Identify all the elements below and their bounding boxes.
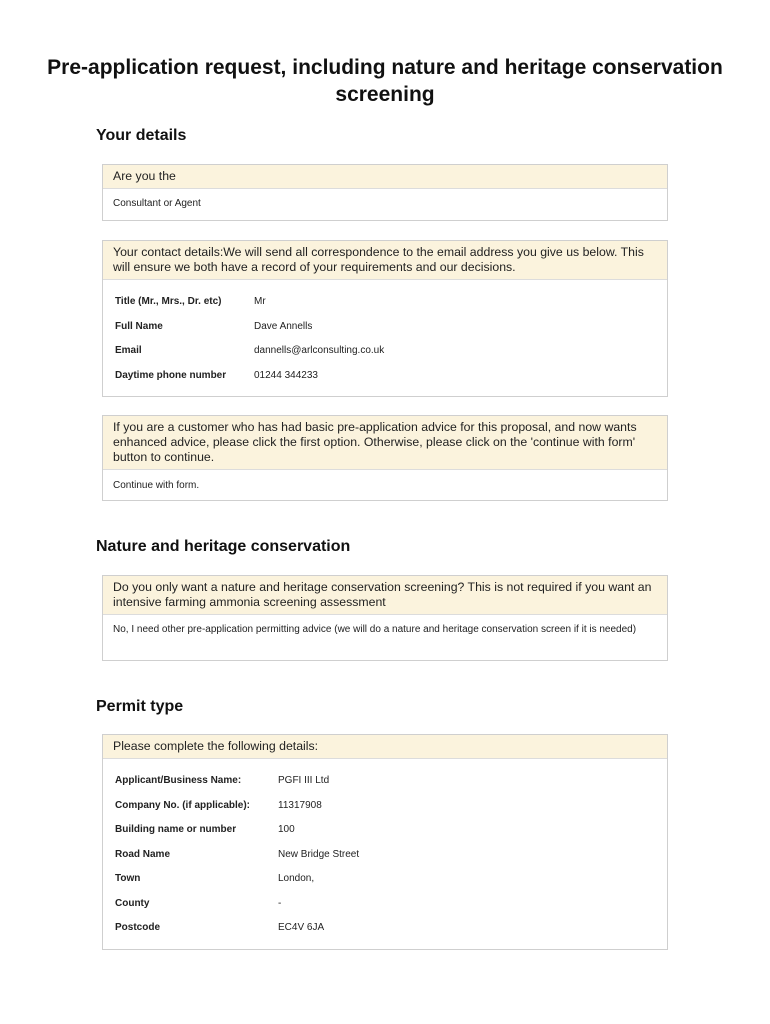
role-question: Are you the — [103, 165, 667, 189]
field-label: Road Name — [115, 848, 171, 860]
nature-answer: No, I need other pre-application permitting advice (we will do a nature and heritage conservation screen if it is needed) — [113, 624, 637, 635]
contact-row-full-name — [115, 315, 384, 340]
permit-intro: Please complete the following details: — [103, 735, 667, 759]
field-label: Building name or number — [115, 824, 237, 836]
field-value: London, — [278, 873, 315, 885]
permit-fields — [103, 759, 667, 941]
enhanced-advice-answer: Continue with form. — [113, 480, 200, 491]
field-value: Dave Annells — [254, 320, 313, 332]
permit-table — [115, 769, 359, 941]
contact-row-title — [115, 290, 384, 315]
field-value: - — [278, 897, 282, 909]
role-panel — [102, 164, 668, 221]
contact-table — [115, 290, 384, 388]
section-heading-your-details: Your details — [96, 127, 187, 144]
field-value: 100 — [278, 824, 295, 836]
nature-question: Do you only want a nature and heritage conservation screening? This is not required if you want an intensive farming ammonia screening assessment — [103, 576, 667, 615]
contact-intro: Your contact details:We will send all correspondence to the email address you give us below. This will ensure we both have a record of your requirements and our decisions. — [103, 241, 667, 280]
field-label: Applicant/Business Name: — [115, 775, 242, 787]
enhanced-advice-panel — [102, 415, 668, 501]
page-title: Pre-application request, including nature and heritage conservation screening — [47, 56, 723, 106]
field-label: Daytime phone number — [115, 369, 227, 381]
contact-fields — [103, 280, 667, 388]
permit-panel — [102, 734, 668, 950]
field-value: 01244 344233 — [254, 369, 318, 381]
nature-panel — [102, 575, 668, 661]
field-value: EC4V 6JA — [278, 922, 325, 934]
contact-row-phone — [115, 364, 384, 389]
section-heading-nature: Nature and heritage conservation — [96, 538, 351, 555]
field-label: Title (Mr., Mrs., Dr. etc) — [115, 296, 222, 308]
section-heading-permit: Permit type — [96, 698, 184, 715]
permit-row-postcode — [115, 916, 359, 941]
permit-row-applicant — [115, 769, 359, 794]
field-label: Town — [115, 873, 141, 885]
permit-row-county — [115, 892, 359, 917]
role-answer: Consultant or Agent — [113, 198, 201, 209]
field-value: 11317908 — [278, 799, 322, 811]
field-value: PGFI III Ltd — [278, 775, 330, 787]
contact-row-email — [115, 339, 384, 364]
contact-panel — [102, 240, 668, 397]
field-value: Mr — [254, 296, 266, 308]
permit-row-town — [115, 867, 359, 892]
field-value: dannells@arlconsulting.co.uk — [254, 345, 385, 357]
enhanced-advice-question: If you are a customer who has had basic pre-application advice for this proposal, and now wants enhanced advice, please click the first option. Otherwise, please click on the 'continue with form' button to continue. — [103, 416, 667, 470]
permit-row-road — [115, 843, 359, 868]
permit-row-company-no — [115, 794, 359, 819]
field-label: Full Name — [115, 320, 163, 332]
field-label: County — [115, 897, 150, 909]
field-label: Postcode — [115, 922, 161, 934]
permit-row-building — [115, 818, 359, 843]
field-value: New Bridge Street — [278, 848, 360, 860]
field-label: Company No. (if applicable): — [115, 799, 251, 811]
field-label: Email — [115, 345, 142, 357]
